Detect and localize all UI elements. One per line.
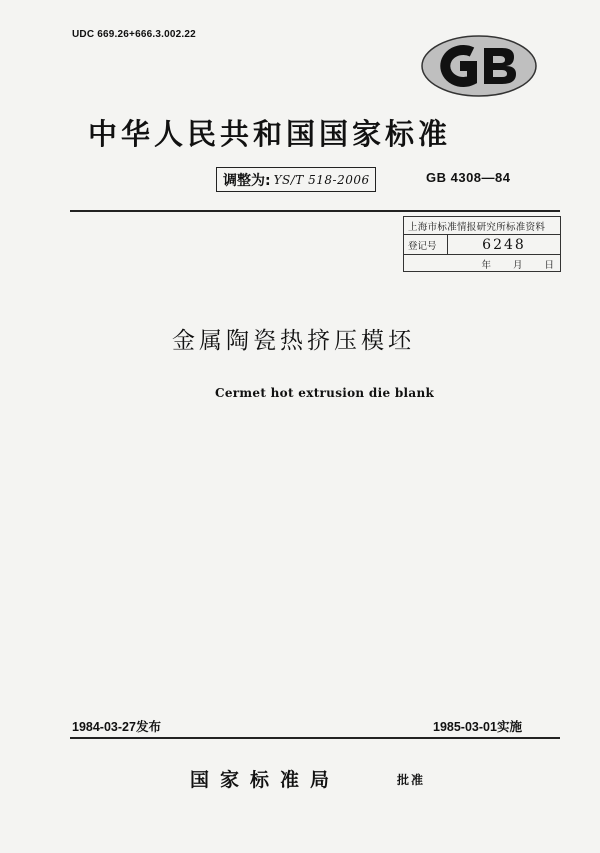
stamp-month: 月 xyxy=(512,259,523,271)
approve-label: 批准 xyxy=(397,773,426,787)
issuer: 国家标准局 xyxy=(190,769,341,791)
stamp-day: 日 xyxy=(544,259,554,271)
stamp-number: 6248 xyxy=(482,236,526,253)
issue-date: 1984-03-27发布 xyxy=(72,720,161,734)
stamp-label: 登记号 xyxy=(404,235,448,254)
english-title: Cermet hot extrusion die blank xyxy=(215,386,435,400)
gb-logo xyxy=(420,34,538,98)
adjustment-box xyxy=(216,167,376,192)
stamp-year: 年 xyxy=(481,259,491,271)
adjustment-prefix: 调整为: xyxy=(223,172,271,189)
registration-stamp xyxy=(403,216,561,272)
chinese-title: 金属陶瓷热挤压模坯 xyxy=(172,328,415,354)
standard-title: 中华人民共和国国家标准 xyxy=(88,117,452,151)
adjustment-handwritten: YS/T 518-2006 xyxy=(273,172,370,187)
udc-code: UDC 669.26+666.3.002.22 xyxy=(72,29,196,40)
top-divider xyxy=(70,210,560,212)
gb-number: GB 4308—84 xyxy=(426,170,511,185)
effective-date: 1985-03-01实施 xyxy=(433,720,522,734)
stamp-org: 上海市标准情报研究所标准资料 xyxy=(404,217,560,235)
bottom-divider xyxy=(70,737,560,739)
